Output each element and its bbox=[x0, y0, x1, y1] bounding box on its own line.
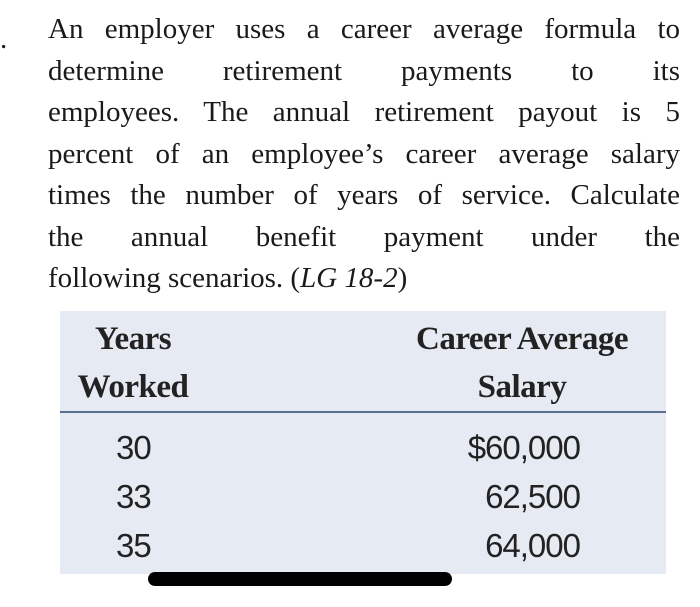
header-career-average-salary bbox=[386, 315, 658, 411]
table-cell-years: 30 bbox=[116, 429, 151, 466]
scroll-indicator[interactable] bbox=[148, 572, 452, 586]
table-cell-salary: 64,000 bbox=[485, 527, 580, 564]
problem-line: times the number of years of service. Calculate bbox=[48, 179, 680, 211]
learning-goal-reference: LG 18-2 bbox=[300, 262, 398, 294]
problem-line: percent of an employee’s career average salary bbox=[48, 137, 680, 170]
table-cell-years: 33 bbox=[116, 478, 151, 515]
last-line-prefix: following scenarios. ( bbox=[48, 262, 301, 294]
problem-line: An employer uses a career average formula to bbox=[48, 13, 680, 45]
table-cell-years: 35 bbox=[116, 527, 151, 564]
header-salary-line2: Salary bbox=[477, 369, 567, 405]
problem-number: . bbox=[0, 23, 8, 55]
table-cell-salary: 62,500 bbox=[485, 478, 580, 515]
header-divider bbox=[60, 411, 666, 413]
problem-line: the annual benefit payment under the bbox=[48, 220, 680, 253]
problem-text bbox=[48, 9, 680, 300]
problem-line: employees. The annual retirement payout is 5 bbox=[48, 96, 680, 128]
problem-line-last bbox=[48, 258, 680, 300]
header-years-worked bbox=[70, 315, 196, 411]
problem-line: determine retirement payments to its bbox=[48, 54, 680, 87]
header-years-line1: Years bbox=[94, 321, 172, 357]
last-line-suffix: ) bbox=[397, 262, 408, 294]
header-salary-line1: Career Average bbox=[416, 321, 628, 357]
scenario-table bbox=[60, 311, 666, 574]
table-cell-salary: $60,000 bbox=[467, 429, 580, 466]
header-years-line2: Worked bbox=[77, 369, 189, 405]
